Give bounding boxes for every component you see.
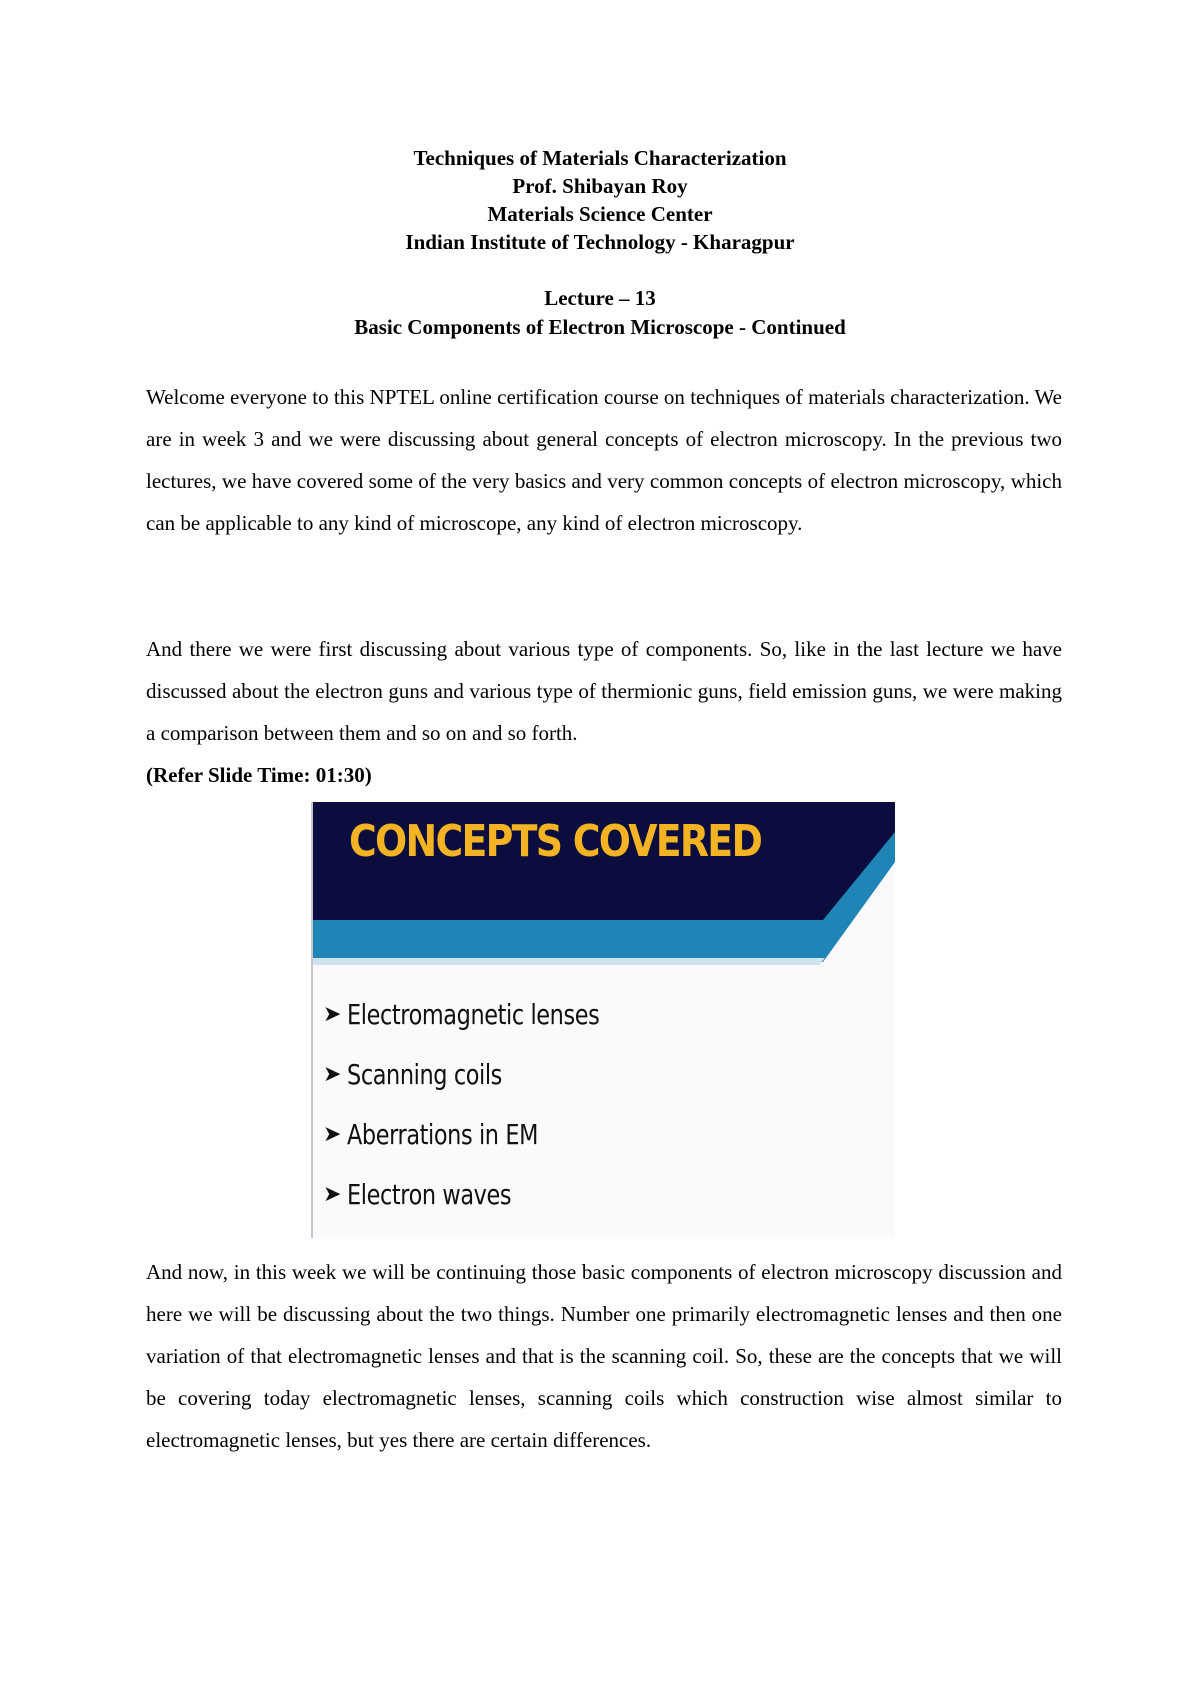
concepts-list (323, 998, 662, 1238)
paragraph-this-week: And now, in this week we will be continuing those basic components of electron microscopy discussion and here we will be discussing about the two things. Number one primarily electromagnetic lenses and then one variation of that electromagnetic lenses and that is the scanning coil. So, these are the concepts that we will be covering today electromagnetic lenses, scanning coils which construction wise almost similar to electromagnetic lenses, but yes there are certain differences. (146, 1260, 1062, 1452)
list-item (323, 1058, 662, 1118)
document-header (0, 144, 1200, 256)
slide-title: CONCEPTS COVERED (349, 816, 762, 867)
course-title: Techniques of Materials Characterization (413, 146, 787, 170)
list-item-label: Electron waves (347, 1178, 512, 1211)
arrowhead-bullet-icon: ➤ (323, 1122, 342, 1147)
banner-shadow (313, 958, 825, 965)
arrowhead-bullet-icon: ➤ (323, 1002, 342, 1027)
institute-name: Indian Institute of Technology - Kharagpur (405, 230, 795, 254)
slide-time-reference: (Refer Slide Time: 01:30) (146, 763, 372, 787)
department-name: Materials Science Center (487, 202, 713, 226)
list-item (323, 1178, 662, 1238)
list-item-label: Electromagnetic lenses (347, 998, 600, 1031)
lecture-heading (0, 284, 1200, 342)
arrowhead-bullet-icon: ➤ (323, 1182, 342, 1207)
lecture-number: Lecture – 13 (544, 286, 656, 310)
list-item-label: Aberrations in EM (347, 1118, 538, 1151)
list-item (323, 998, 662, 1058)
paragraph-intro: Welcome everyone to this NPTEL online certification course on techniques of materials characterization. We are in week 3 and we were discussing about general concepts of electron microscopy. In the previous two lectures, we have covered some of the very basics and very common concepts of electron microscopy, which can be applicable to any kind of microscope, any kind of electron microscopy. (146, 385, 1062, 535)
professor-name: Prof. Shibayan Roy (512, 174, 688, 198)
list-item (323, 1118, 662, 1178)
slide-image (311, 802, 895, 1238)
paragraph-previous-lecture: And there we were first discussing about various type of components. So, like in the last lecture we have discussed about the electron guns and various type of thermionic guns, field emission guns, we were making a comparison between them and so on and so forth. (146, 637, 1062, 745)
list-item-label: Scanning coils (347, 1058, 502, 1091)
lecture-title: Basic Components of Electron Microscope - Continued (354, 315, 846, 339)
arrowhead-bullet-icon: ➤ (323, 1062, 342, 1087)
